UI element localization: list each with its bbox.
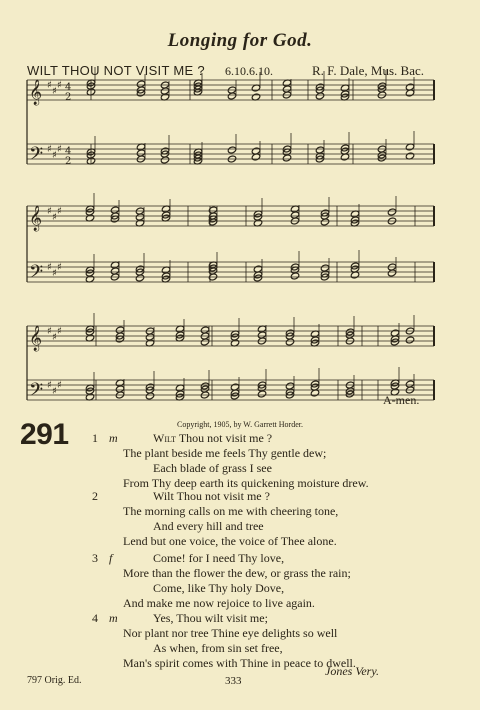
stanza-line: Wilt Thou not visit me ? <box>153 431 273 445</box>
edition-note: 797 Orig. Ed. <box>27 675 82 686</box>
amen-label: A-men. <box>383 393 420 407</box>
sharp-icon: ♯ <box>57 380 62 391</box>
sharp-icon: ♯ <box>57 206 62 217</box>
treble-clef-icon: 𝄞 <box>29 206 43 231</box>
stanza-line: Come, like Thy holy Dove, <box>153 581 285 595</box>
stanza-line: More than the flower the dew, or grass the rain; <box>123 566 351 580</box>
note-head <box>110 206 119 214</box>
stanza-number: 4 <box>92 611 98 625</box>
note-head <box>200 326 209 334</box>
treble-clef-icon: 𝄞 <box>29 80 43 105</box>
stanza-line: The plant beside me feels Thy gentle dew; <box>123 446 327 460</box>
sharp-icon: ♯ <box>57 144 62 155</box>
stanza-line: Wilt Thou not visit me ? <box>153 489 270 503</box>
stanza-line: As when, from sin set free, <box>153 641 283 655</box>
hymn-title: Longing for God. <box>167 30 313 51</box>
sharp-icon: ♯ <box>47 144 52 155</box>
sharp-icon: ♯ <box>47 326 52 337</box>
note-head <box>405 336 414 344</box>
sharp-icon: ♯ <box>47 262 52 273</box>
stanza-line: Nor plant nor tree Thine eye delights so well <box>123 626 338 640</box>
stanza-line: Lend but one voice, the voice of Thee alone. <box>123 534 337 548</box>
bass-clef-icon: 𝄢 <box>29 262 44 287</box>
stanza-number: 2 <box>92 489 98 503</box>
note-head <box>115 326 124 334</box>
bass-clef-icon: 𝄢 <box>29 144 44 169</box>
note-head <box>285 382 294 390</box>
dynamic-marking: f <box>109 551 113 565</box>
time-signature-top: 4 <box>65 146 72 157</box>
time-signature-top: 4 <box>65 82 72 93</box>
meter: 6.10.6.10. <box>225 64 273 78</box>
dynamic-marking: m <box>109 611 118 625</box>
author: Jones Very. <box>325 664 379 678</box>
note-head <box>315 146 324 154</box>
sharp-icon: ♯ <box>52 386 57 397</box>
time-signature-bottom: 2 <box>65 156 72 167</box>
sharp-icon: ♯ <box>52 332 57 343</box>
sharp-icon: ♯ <box>47 380 52 391</box>
page-number: 333 <box>225 675 242 687</box>
note-head <box>405 380 414 388</box>
stanza-line: Come! for I need Thy love, <box>153 551 285 565</box>
time-signature-bottom: 2 <box>65 92 72 103</box>
hymn-number: 291 <box>20 418 69 451</box>
stanza-line: And every hill and tree <box>153 519 264 533</box>
sharp-icon: ♯ <box>57 326 62 337</box>
treble-clef-icon: 𝄞 <box>29 326 43 351</box>
sharp-icon: ♯ <box>57 80 62 91</box>
stanza-number: 3 <box>92 551 98 565</box>
note-head <box>136 80 145 88</box>
sharp-icon: ♯ <box>47 80 52 91</box>
note-head <box>320 264 329 272</box>
tune-name: WILT THOU NOT VISIT ME ? <box>27 63 205 78</box>
note-head <box>227 146 236 154</box>
stanza-line: Yes, Thou wilt visit me; <box>153 611 268 625</box>
sharp-icon: ♯ <box>52 86 57 97</box>
composer: R. F. Dale, Mus. Bac. <box>312 63 424 78</box>
sharp-icon: ♯ <box>47 206 52 217</box>
stanza-line: Each blade of grass I see <box>153 461 272 475</box>
note-head <box>387 208 396 216</box>
stanza-line: And make me now rejoice to live again. <box>123 596 315 610</box>
sharp-icon: ♯ <box>52 212 57 223</box>
bass-clef-icon: 𝄢 <box>29 380 44 405</box>
dynamic-marking: m <box>109 431 118 445</box>
sharp-icon: ♯ <box>57 262 62 273</box>
stanza-line: Man's spirit comes with Thine in peace to dwell. <box>123 656 356 670</box>
stanza-line: From Thy deep earth its quickening moisture drew. <box>123 476 369 490</box>
stanza-line: The morning calls on me with cheering tone, <box>123 504 339 518</box>
stanza-number: 1 <box>92 431 98 445</box>
sharp-icon: ♯ <box>52 268 57 279</box>
sharp-icon: ♯ <box>52 150 57 161</box>
copyright-notice: Copyright, 1905, by W. Garrett Horder. <box>177 420 303 429</box>
